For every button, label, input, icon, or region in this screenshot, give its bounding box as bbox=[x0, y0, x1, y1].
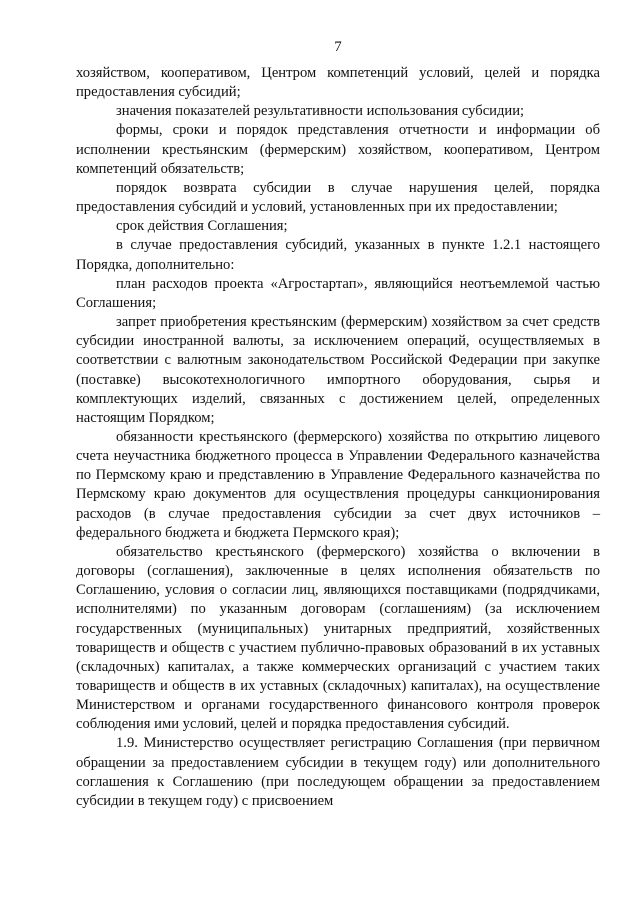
paragraph-agrostartap-plan: план расходов проекта «Агростартап», являющийся неотъемлемой частью Соглашения; bbox=[76, 275, 600, 311]
paragraph-agreement-term: срок действия Соглашения; bbox=[116, 218, 288, 235]
paragraph-1-9-registration: 1.9. Министерство осуществляет регистрацию Соглашения (при первичном обращении за предоставлением субсидии в текущем году) или дополнительного соглашения к Соглашению (при последующем обращении за предоставлением субсидии в текущем году) с присвоением bbox=[76, 735, 600, 809]
paragraph-inspection-consent: обязательство крестьянского (фермерского) хозяйства о включении в договоры (соглашения), заключенные в целях исполнения обязательств по Соглашению, условия о согласии лиц, являющихся поставщиками (подрядчиками, исполнителями) по указанным договорам (соглашениям) (за исключением государственных (муниципальных) унитарных предприятий, хозяйственных товариществ и обществ с участием публично-правовых образований в их уставных (складочных) капиталах, а также коммерческих организаций с участием таких товариществ и обществ в их уставных (складочных) капиталах), на осуществление Министерством и органами государственного финансового контроля проверок соблюдения ими условий, целей и порядка предоставления субсидий. bbox=[76, 543, 600, 733]
page-number: 7 bbox=[334, 39, 342, 55]
paragraph-additional-conditions: в случае предоставления субсидий, указанных в пункте 1.2.1 настоящего Порядка, дополнительно: bbox=[76, 237, 600, 273]
paragraph-continuation: хозяйством, кооперативом, Центром компетенций условий, целей и порядка предоставления субсидий; bbox=[76, 65, 600, 101]
paragraph-subsidy-return: порядок возврата субсидии в случае нарушения целей, порядка предоставления субсидий и условий, установленных при их предоставлении; bbox=[76, 179, 600, 216]
paragraph-treasury-account: обязанности крестьянского (фермерского) хозяйства по открытию лицевого счета неучастника бюджетного процесса в Управлении Федерального казначейства по Пермскому краю и представлению в Управление Федерального казначейства по Пермскому краю документов для осуществления процедуры санкционирования расходов (в случае предоставления субсидии за счет двух источников – федерального бюджета и бюджета Пермского края); bbox=[76, 428, 600, 541]
paragraph-currency-ban: запрет приобретения крестьянским (фермерским) хозяйством за счет средств субсидии иностранной валюты, за исключением операций, осуществляемых в соответствии с валютным законодательством Российской Федерации при закупке (поставке) высокотехнологичного импортного оборудования, сырья и комплектующих изделий, связанных с достижением целей, определенных настоящим Порядком; bbox=[76, 314, 600, 426]
paragraph-performance-indicators: значения показателей результативности использования субсидии; bbox=[116, 103, 525, 120]
paragraph-reporting-forms: формы, сроки и порядок представления отчетности и информации об исполнении крестьянским (фермерским) хозяйством, кооперативом, Центром компетенций обязательств; bbox=[76, 122, 600, 177]
